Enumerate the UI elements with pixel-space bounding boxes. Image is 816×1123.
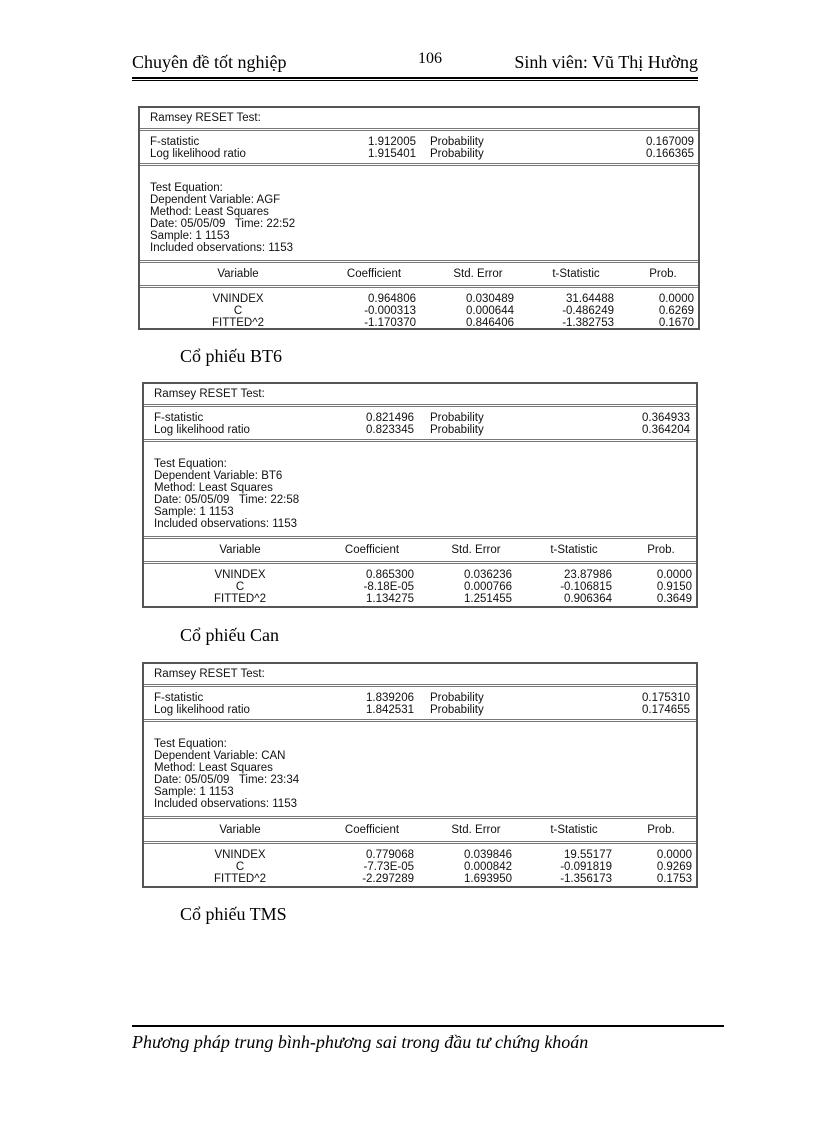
test-equation-section (140, 166, 698, 263)
eq-line: Date: 05/05/09 Time: 22:58 (154, 494, 300, 506)
table-title: Ramsey RESET Test: (154, 388, 265, 400)
header-right: Sinh viên: Vũ Thị Hường (514, 52, 698, 72)
stat-value: 0.821496 (366, 412, 414, 424)
col-header: Prob. (649, 268, 677, 280)
prob-label: Probability (430, 424, 484, 436)
stderr-value: 0.000842 (464, 861, 512, 873)
reset-test-table-3 (142, 662, 698, 888)
eq-line: Method: Least Squares (154, 482, 273, 494)
eq-line: Method: Least Squares (150, 206, 269, 218)
coef-value: 1.134275 (366, 593, 414, 605)
reset-test-table-1 (138, 106, 700, 330)
col-header: Variable (217, 268, 259, 280)
stderr-value: 1.693950 (464, 873, 512, 885)
tstat-value: 31.64488 (566, 293, 614, 305)
coef-rows (140, 288, 698, 336)
prob-value: 0.167009 (646, 136, 694, 148)
stat-label: F-statistic (154, 412, 204, 424)
coef-rows (144, 844, 696, 894)
eq-line: Dependent Variable: CAN (154, 750, 286, 762)
tstat-value: -0.091819 (560, 861, 612, 873)
eq-line: Method: Least Squares (154, 762, 273, 774)
coef-value: 0.964806 (368, 293, 416, 305)
prob-label: Probability (430, 692, 484, 704)
col-header: Coefficient (346, 268, 402, 280)
reset-test-table-2 (142, 382, 698, 608)
eq-line: Sample: 1 1153 (154, 506, 234, 518)
col-header: Std. Error (451, 824, 501, 836)
prob-value: 0.364933 (642, 412, 690, 424)
stat-label: F-statistic (150, 136, 200, 148)
test-equation-section (144, 442, 696, 539)
caption-bt6: Cổ phiếu BT6 (180, 346, 282, 366)
stats-section (144, 407, 696, 442)
var-name: C (233, 305, 243, 317)
page-number: 106 (418, 50, 442, 67)
table-title-section (140, 108, 698, 131)
stat-value: 1.915401 (368, 148, 416, 160)
col-header: Coefficient (344, 544, 400, 556)
eq-line: Included observations: 1153 (150, 242, 293, 254)
eq-line: Test Equation: (154, 738, 227, 750)
stat-value: 0.823345 (366, 424, 414, 436)
coef-value: 0.779068 (366, 849, 414, 861)
table-title: Ramsey RESET Test: (150, 112, 261, 124)
eq-line: Included observations: 1153 (154, 798, 297, 810)
tstat-value: -1.382753 (562, 317, 614, 329)
eq-line: Sample: 1 1153 (154, 786, 234, 798)
col-header: t-Statistic (550, 824, 598, 836)
stderr-value: 0.846406 (466, 317, 514, 329)
prob-value: 0.0000 (656, 849, 692, 861)
column-header-row (144, 539, 696, 564)
table-title-section (144, 664, 696, 687)
eq-line: Date: 05/05/09 Time: 22:52 (150, 218, 296, 230)
col-header: t-Statistic (552, 268, 600, 280)
prob-value: 0.9150 (656, 581, 692, 593)
prob-value: 0.364204 (642, 424, 690, 436)
eq-line: Test Equation: (150, 182, 223, 194)
prob-value: 0.6269 (658, 305, 694, 317)
col-header: Variable (219, 824, 261, 836)
page-footer: Phương pháp trung bình-phương sai trong đầu tư chứng khoán (132, 1032, 589, 1052)
col-header: Coefficient (344, 824, 400, 836)
stat-label: Log likelihood ratio (154, 704, 250, 716)
var-name: FITTED^2 (211, 317, 265, 329)
eq-line: Dependent Variable: BT6 (154, 470, 283, 482)
coef-rows (144, 564, 696, 614)
stat-label: Log likelihood ratio (154, 424, 250, 436)
tstat-value: 19.55177 (564, 849, 612, 861)
tstat-value: -0.486249 (562, 305, 614, 317)
stat-value: 1.839206 (366, 692, 414, 704)
var-name: VNINDEX (214, 569, 266, 581)
prob-label: Probability (430, 704, 484, 716)
eq-line: Included observations: 1153 (154, 518, 297, 530)
stderr-value: 0.039846 (464, 849, 512, 861)
var-name: C (235, 861, 245, 873)
stderr-value: 0.036236 (464, 569, 512, 581)
coef-value: -1.170370 (364, 317, 416, 329)
stats-section (140, 131, 698, 166)
prob-value: 0.3649 (656, 593, 692, 605)
caption-tms: Cổ phiếu TMS (180, 904, 287, 924)
table-title: Ramsey RESET Test: (154, 668, 265, 680)
tstat-value: -0.106815 (560, 581, 612, 593)
col-header: Std. Error (451, 544, 501, 556)
prob-value: 0.174655 (642, 704, 690, 716)
eq-line: Test Equation: (154, 458, 227, 470)
tstat-value: -1.356173 (560, 873, 612, 885)
test-equation-section (144, 722, 696, 819)
prob-value: 0.1753 (656, 873, 692, 885)
stat-value: 1.842531 (366, 704, 414, 716)
prob-value: 0.1670 (658, 317, 694, 329)
col-header: Std. Error (453, 268, 503, 280)
header-divider-thin (132, 80, 698, 81)
coef-value: -7.73E-05 (363, 861, 414, 873)
var-name: VNINDEX (212, 293, 264, 305)
prob-value: 0.0000 (658, 293, 694, 305)
prob-value: 0.175310 (642, 692, 690, 704)
header-left: Chuyên đề tốt nghiệp (132, 52, 287, 72)
col-header: Prob. (647, 824, 675, 836)
stderr-value: 0.000644 (466, 305, 514, 317)
prob-value: 0.9269 (656, 861, 692, 873)
stat-value: 1.912005 (368, 136, 416, 148)
coef-value: 0.865300 (366, 569, 414, 581)
var-name: VNINDEX (214, 849, 266, 861)
var-name: FITTED^2 (213, 873, 267, 885)
tstat-value: 0.906364 (564, 593, 612, 605)
coef-value: -8.18E-05 (363, 581, 414, 593)
stderr-value: 0.000766 (464, 581, 512, 593)
col-header: Prob. (647, 544, 675, 556)
eq-line: Dependent Variable: AGF (150, 194, 281, 206)
eq-line: Date: 05/05/09 Time: 23:34 (154, 774, 300, 786)
coef-value: -2.297289 (362, 873, 414, 885)
column-header-row (140, 263, 698, 288)
stats-section (144, 687, 696, 722)
stderr-value: 1.251455 (464, 593, 512, 605)
prob-label: Probability (430, 412, 484, 424)
caption-can: Cổ phiếu Can (180, 625, 279, 645)
stderr-value: 0.030489 (466, 293, 514, 305)
footer-divider (132, 1025, 724, 1027)
col-header: t-Statistic (550, 544, 598, 556)
tstat-value: 23.87986 (564, 569, 612, 581)
header-divider (132, 77, 698, 79)
var-name: C (235, 581, 245, 593)
prob-value: 0.166365 (646, 148, 694, 160)
prob-value: 0.0000 (656, 569, 692, 581)
table-title-section (144, 384, 696, 407)
var-name: FITTED^2 (213, 593, 267, 605)
prob-label: Probability (430, 136, 484, 148)
eq-line: Sample: 1 1153 (150, 230, 230, 242)
col-header: Variable (219, 544, 261, 556)
coef-value: -0.000313 (364, 305, 416, 317)
stat-label: Log likelihood ratio (150, 148, 246, 160)
prob-label: Probability (430, 148, 484, 160)
stat-label: F-statistic (154, 692, 204, 704)
page-header (132, 52, 698, 78)
column-header-row (144, 819, 696, 844)
